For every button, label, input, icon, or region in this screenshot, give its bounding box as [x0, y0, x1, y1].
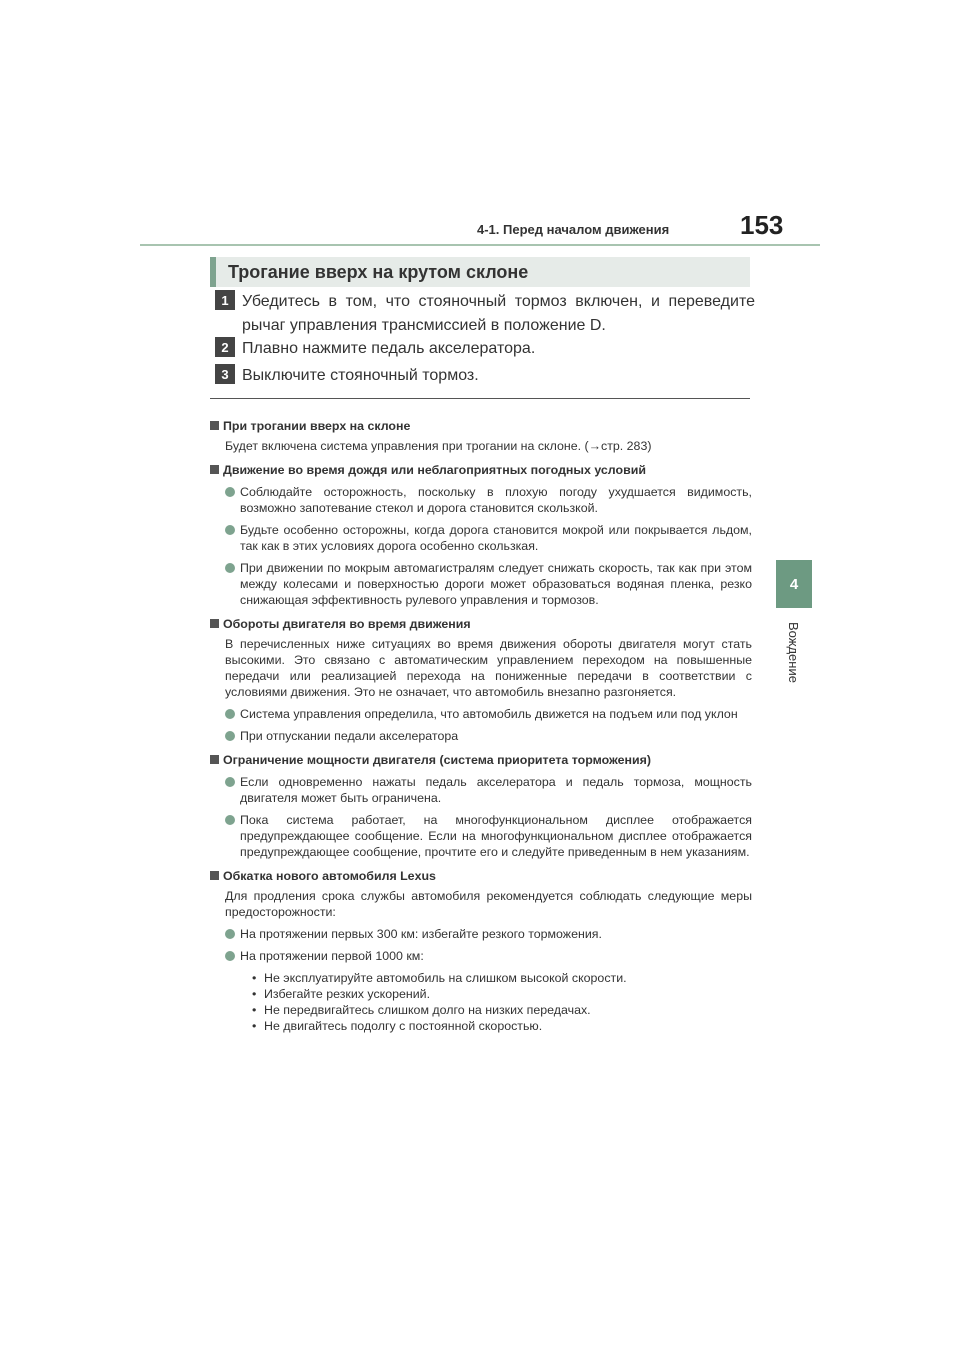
round-bullet-icon	[225, 929, 235, 939]
step-number: 1	[215, 290, 235, 310]
note-text: Будет включена система управления при трогании на склоне. (→стр. 283)	[225, 439, 652, 453]
note-text: В перечисленных ниже ситуациях во время движения обороты двигателя могут стать высокими. Это связано с автоматическим управлением переходом на повышенные передачи или реализацией перехода на пониженные передачи в соответствии с условиями движения. Это не означает, что автомобиль внезапно разгоняется.	[225, 637, 752, 699]
round-bullet-icon	[225, 815, 235, 825]
note-heading: При трогании вверх на склоне	[210, 418, 752, 434]
round-bullet-icon	[225, 525, 235, 535]
list-item: Пока система работает, на многофункциональном дисплее отображается предупреждающее сообщение. Если на многофункциональном дисплее отображается предупреждающее сообщение, прочтите его и следуйте приведенным в нем указаниям.	[210, 812, 752, 860]
step-1	[215, 290, 755, 338]
list-item: При движении по мокрым автомагистралям следует снижать скорость, так как при этом между колесами и поверхностью дороги может образоваться водяная пленка, резко снижающая эффективность рулевого управления и тормозов.	[210, 560, 752, 608]
note-text: Для продления срока службы автомобиля рекомендуется соблюдать следующие меры предосторожности:	[225, 889, 752, 919]
step-number: 2	[215, 337, 235, 357]
note-heading: Движение во время дождя или неблагоприятных погодных условий	[210, 462, 752, 478]
section-divider	[210, 398, 750, 399]
page-number: 153	[740, 210, 784, 240]
step-text: Убедитесь в том, что стояночный тормоз включен, и переведите рычаг управления трансмиссией в положение D.	[242, 293, 755, 334]
section-title-text: Трогание вверх на крутом склоне	[228, 261, 529, 282]
list-item: Соблюдайте осторожность, поскольку в плохую погоду ухудшается видимость, возможно запотевание стекол и дорога становится скользкой.	[210, 484, 752, 516]
sub-list	[210, 970, 752, 1034]
step-3	[215, 364, 755, 388]
note-heading: Обкатка нового автомобиля Lexus	[210, 868, 752, 884]
step-text: Выключите стояночный тормоз.	[242, 367, 479, 384]
list-item: Если одновременно нажаты педаль акселератора и педаль тормоза, мощность двигателя может быть ограничена.	[210, 774, 752, 806]
notes	[210, 410, 752, 1034]
list-item: Будьте особенно осторожны, когда дорога становится мокрой или покрывается льдом, так как в этих условиях дорога особенно скользкая.	[210, 522, 752, 554]
round-bullet-icon	[225, 563, 235, 573]
sub-list-item: • Не передвигайтесь слишком долго на низких передачах.	[252, 1002, 752, 1018]
header-section-label: 4-1. Перед началом движения	[477, 222, 670, 237]
square-bullet-icon	[210, 465, 219, 474]
list-item: На протяжении первой 1000 км:	[210, 948, 752, 964]
square-bullet-icon	[210, 871, 219, 880]
square-bullet-icon	[210, 421, 219, 430]
header-divider	[140, 244, 820, 246]
note-heading: Обороты двигателя во время движения	[210, 616, 752, 632]
round-bullet-icon	[225, 709, 235, 719]
sub-list-item: • Не двигайтесь подолгу с постоянной скоростью.	[252, 1018, 752, 1034]
round-bullet-icon	[225, 731, 235, 741]
step-number: 3	[215, 364, 235, 384]
list-item: Система управления определила, что автомобиль движется на подъем или под уклон	[210, 706, 752, 722]
sub-list-item: • Избегайте резких ускорений.	[252, 986, 752, 1002]
note-heading: Ограничение мощности двигателя (система приоритета торможения)	[210, 752, 752, 768]
round-bullet-icon	[225, 951, 235, 961]
step-2	[215, 337, 755, 361]
square-bullet-icon	[210, 619, 219, 628]
chapter-label: Вождение	[786, 622, 801, 683]
step-text: Плавно нажмите педаль акселератора.	[242, 340, 536, 357]
square-bullet-icon	[210, 755, 219, 764]
list-item: На протяжении первых 300 км: избегайте резкого торможения.	[210, 926, 752, 942]
section-title	[210, 257, 750, 287]
list-item: При отпускании педали акселератора	[210, 728, 752, 744]
chapter-tab: 4	[776, 560, 812, 608]
round-bullet-icon	[225, 777, 235, 787]
sub-list-item: • Не эксплуатируйте автомобиль на слишком высокой скорости.	[252, 970, 752, 986]
round-bullet-icon	[225, 487, 235, 497]
